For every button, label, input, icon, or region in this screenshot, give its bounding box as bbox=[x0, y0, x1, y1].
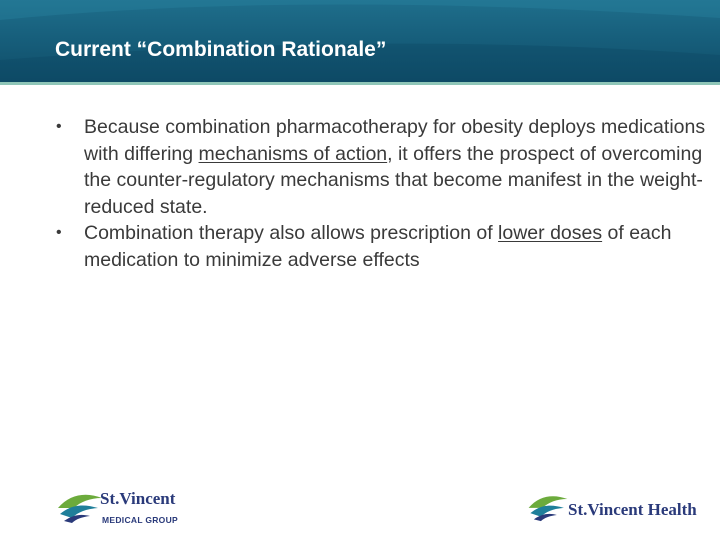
bullet-text: Because combination pharmacotherapy for obesity deploys medications with differing bbox=[84, 116, 706, 165]
bullet-list bbox=[56, 114, 706, 273]
bullet-item bbox=[56, 220, 706, 273]
bullet-marker: • bbox=[56, 118, 62, 135]
bullet-text: of each medication to minimize adverse effects bbox=[84, 222, 672, 271]
bird-emblem-icon bbox=[56, 490, 104, 524]
underlined-phrase: lower doses bbox=[498, 222, 603, 244]
bullet-text: Combination therapy also allows prescription of bbox=[84, 222, 499, 244]
bullet-text: , it offers the prospect of overcoming the counter-regulatory mechanisms that become manifest in the weight-reduced state. bbox=[84, 142, 703, 218]
slide-title: Current “Combination Rationale” bbox=[55, 38, 387, 61]
st-vincent-medical-group-logo bbox=[56, 488, 196, 528]
logo-right-name: St.Vincent Health bbox=[568, 500, 697, 519]
header-divider bbox=[0, 82, 720, 85]
bird-emblem-icon bbox=[526, 492, 570, 522]
logo-left-subtitle: MEDICAL GROUP bbox=[102, 515, 178, 525]
bullet-marker: • bbox=[56, 224, 62, 241]
st-vincent-health-logo bbox=[526, 492, 706, 522]
bullet-item bbox=[56, 114, 706, 220]
title-bar bbox=[0, 0, 720, 82]
underlined-phrase: mechanisms of action bbox=[198, 142, 388, 165]
logo-left-name: St.Vincent bbox=[100, 489, 176, 508]
